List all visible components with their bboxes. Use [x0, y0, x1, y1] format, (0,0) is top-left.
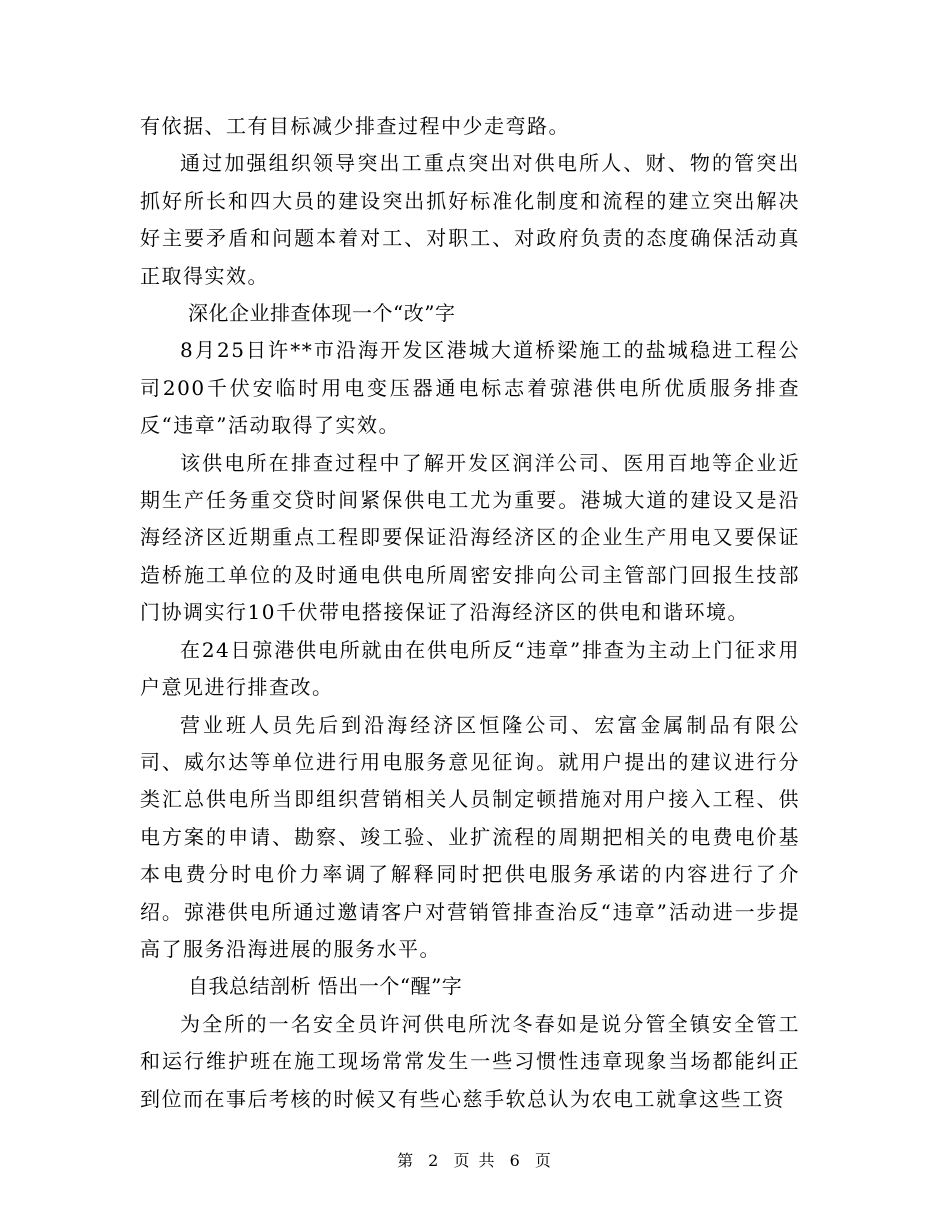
footer-prefix: 第 — [397, 1151, 416, 1170]
footer-page-number: 2 — [428, 1151, 441, 1170]
footer-suffix: 页 — [534, 1151, 553, 1170]
footer-total-pages: 6 — [509, 1151, 522, 1170]
section-heading: 深化企业排查体现一个“改”字 — [188, 301, 456, 326]
document-body — [140, 108, 800, 1118]
page-footer — [0, 1148, 950, 1171]
paragraph: 8月25日许**市沿海开发区港城大道桥梁施工的盐城稳进工程公司200千伏安临时用电变压器通电标志着弶港供电所优质服务排查反“违章”活动取得了实效。 — [140, 338, 800, 438]
paragraph: 有依据、工有目标减少排查过程中少走弯路。 — [140, 114, 570, 138]
paragraph: 营业班人员先后到沿海经济区恒隆公司、宏富金属制品有限公司、威尔达等单位进行用电服务意见征询。就用户提出的建议进行分类汇总供电所当即组织营销相关人员制定顿措施对用户接入工程、供电方案的申请、勘察、竣工验、业扩流程的周期把相关的电费电价基本电费分时电价力率调了解释同时把供电服务承诺的内容进行了介绍。弶港供电所通过邀请客户对营销管排查治反“违章”活动进一步提高了服务沿海进展的服务水平。 — [140, 712, 800, 961]
paragraph: 该供电所在排查过程中了解开发区润洋公司、医用百地等企业近期生产任务重交贷时间紧保供电工尤为重要。港城大道的建设又是沿海经济区近期重点工程即要保证沿海经济区的企业生产用电又要保证造桥施工单位的及时通电供电所周密安排向公司主管部门回报生技部门协调实行10千伏带电搭接保证了沿海经济区的供电和谐环境。 — [140, 450, 800, 625]
paragraph: 为全所的一名安全员许河供电所沈冬春如是说分管全镇安全管工和运行维护班在施工现场常常发生一些习惯性违章现象当场都能纠正到位而在事后考核的时候又有些心慈手软总认为农电工就拿这些工资 — [140, 1011, 800, 1111]
section-heading: 自我总结剖析 悟出一个“醒”字 — [188, 974, 463, 999]
paragraph: 在24日弶港供电所就由在供电所反“违章”排查为主动上门征求用户意见进行排查改。 — [140, 637, 800, 700]
paragraph: 通过加强组织领导突出工重点突出对供电所人、财、物的管突出抓好所长和四大员的建设突出抓好标准化制度和流程的建立突出解决好主要矛盾和问题本着对工、对职工、对政府负责的态度确保活动真正取得实效。 — [140, 151, 800, 288]
footer-middle: 页 共 — [453, 1151, 497, 1170]
